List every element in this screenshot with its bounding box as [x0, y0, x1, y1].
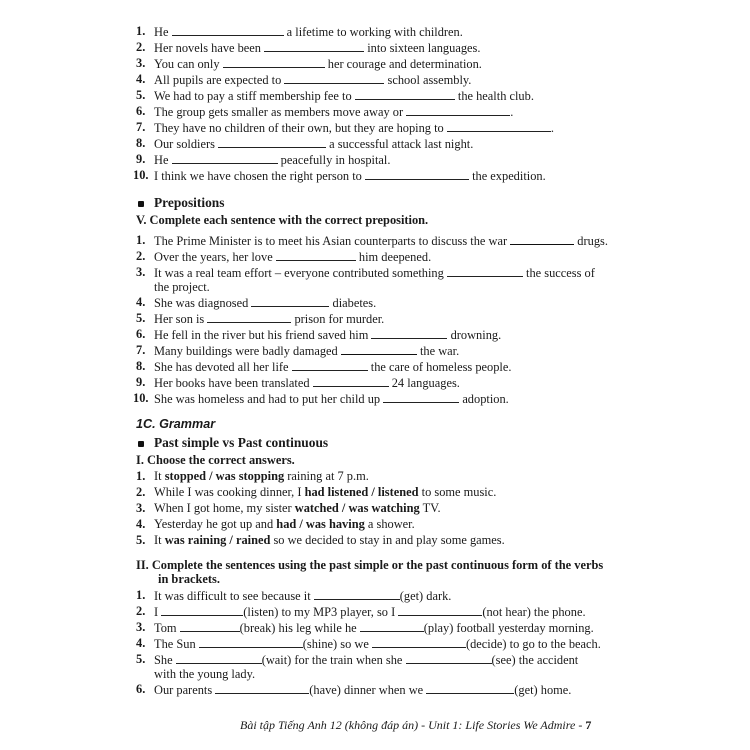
unit-title: 1C. Grammar — [136, 417, 216, 431]
answer-blank[interactable] — [426, 682, 514, 694]
bullet-icon — [138, 441, 144, 447]
section-heading-grammar: Past simple vs Past continuous — [138, 435, 328, 451]
answer-blank[interactable] — [447, 265, 523, 277]
item-text: . — [550, 121, 554, 135]
answer-blank[interactable] — [172, 24, 284, 36]
answer-options[interactable]: watched / was watching — [294, 501, 420, 515]
task-instruction-cont: in brackets. — [158, 572, 220, 586]
task-instruction: I. Choose the correct answers. — [136, 453, 295, 467]
item-text: All pupils are expected to — [154, 73, 282, 87]
task-instruction: V. Complete each sentence with the correct preposition. — [136, 213, 429, 227]
answer-blank[interactable] — [341, 343, 417, 355]
item-text: We had to pay a stiff membership fee to — [154, 89, 352, 103]
answer-options[interactable]: stopped / was stopping — [164, 469, 285, 483]
item-text: Her books have been translated — [154, 376, 310, 390]
footer-text: Bài tập Tiếng Anh 12 (không đáp án) - Unit 1: Life Stories We Admire - — [240, 718, 583, 732]
answer-blank[interactable] — [447, 120, 551, 132]
item-text: her courage and determination. — [327, 57, 482, 71]
item-text: The Prime Minister is to meet his Asian counterparts to discuss the war — [154, 234, 508, 248]
item-text: He — [154, 25, 169, 39]
answer-blank[interactable] — [276, 249, 356, 261]
item-text: I think we have chosen the right person to — [154, 169, 362, 183]
answer-blank[interactable] — [360, 620, 424, 632]
item-text: school assembly. — [387, 73, 472, 87]
answer-blank[interactable] — [172, 152, 278, 164]
worksheet-page: 1. He a lifetime to working with children. 2. Her novels have been into sixteen languages. 3. You can only her courage and determination. 4. All pupils are expected to school assembly. 5. We had to pay a stiff membership fee to the health club. 6. The group gets smaller as members move away or . 7. They have no children of their own, but they are hoping to . 8. Our soldiers a successful attack last night. 9. He peacefully in hospital. 10. I think we have chosen the right person to the expedition. Prepositions V. Complete each sentence with the correct preposition. 1. The Prime Minister is to meet his Asian counterparts to discuss the war drugs. 2. Over the years, her love him deepened. 3. It was a real team effort – everyone contributed something the success of the project. 4. She was diagnosed diabetes. 5. Her son is prison for murder. 6. He fell in the river but his friend saved him drowning. 7. Many buildings were badly damaged the war. 8. She has devoted all her life the care of homeless people. 9. Her books have been translated 24 languages. 10. She was homeless and had to put her child up adoption. 1C. Grammar Past simple vs Past continuous I. Choose the correct answers. 1. It stopped / was stopping raining at 7 p.m. 2. While I was cooking dinner, I had listened / listened to some music. 3. When I got home, my sister watched / was watching TV. 4. Yesterday he got up and had / was having a shower. 5. It was raining / rained so we decided to stay in and play some games. II. Complete the sentences using the past simple or the past continuous form of the verbs in brackets. 1. It was difficult to see because it (get) dark. 2. I (listen) to my MP3 player, so I (not hear) the phone. 3. Tom (break) his leg while he (play) football yesterday morning. 4. The Sun (shine) so we (decide) to go to the beach. 5. She (wait) for the train when she (see) the accident with the young lady. 6. Our parents (have) dinner when we (get) home. Bài tập Tiếng Anh 12 (không đáp án) - Unit 1: Life Stories We Admire - 7 — [133, 24, 608, 732]
answer-blank[interactable] — [365, 168, 469, 180]
item-text: the war. — [419, 344, 460, 358]
item-text: prison for murder. — [294, 312, 385, 326]
answer-blank[interactable] — [510, 233, 574, 245]
item-text: diabetes. — [332, 296, 377, 310]
answer-blank[interactable] — [215, 682, 309, 694]
answer-blank[interactable] — [180, 620, 240, 632]
answer-blank[interactable] — [355, 88, 455, 100]
item-text: the care of homeless people. — [370, 360, 512, 374]
page-number: 7 — [585, 718, 592, 732]
item-text: Our soldiers — [154, 137, 215, 151]
item-text: peacefully in hospital. — [280, 153, 391, 167]
item-text: She was diagnosed — [154, 296, 249, 310]
answer-blank[interactable] — [161, 604, 243, 616]
answer-blank[interactable] — [292, 359, 368, 371]
answer-blank[interactable] — [383, 391, 459, 403]
item-text: Many buildings were badly damaged — [154, 344, 338, 358]
item-text: the expedition. — [472, 169, 546, 183]
answer-blank[interactable] — [284, 72, 384, 84]
item-text: She was homeless and had to put her child up — [154, 392, 381, 406]
bullet-icon — [138, 201, 144, 207]
answer-blank[interactable] — [207, 311, 291, 323]
item-text: a successful attack last night. — [329, 137, 474, 151]
item-text: . — [510, 105, 514, 119]
section-heading-prepositions: Prepositions — [138, 195, 224, 211]
item-text: He — [154, 153, 169, 167]
answer-blank[interactable] — [406, 104, 510, 116]
answer-blank[interactable] — [223, 56, 325, 68]
item-text: the success of — [526, 266, 595, 280]
answer-blank[interactable] — [371, 327, 447, 339]
item-text: She has devoted all her life — [154, 360, 289, 374]
answer-blank[interactable] — [251, 295, 329, 307]
item-text: adoption. — [462, 392, 509, 406]
item-text: They have no children of their own, but they are hoping to — [154, 121, 444, 135]
page-footer — [240, 718, 602, 733]
item-text: The group gets smaller as members move away or — [154, 105, 404, 119]
item-text: Her novels have been — [154, 41, 261, 55]
item-text: He fell in the river but his friend saved him — [154, 328, 369, 342]
answer-blank[interactable] — [199, 636, 303, 648]
item-text: the health club. — [457, 89, 534, 103]
item-text: Over the years, her love — [154, 250, 273, 264]
item-text: You can only — [154, 57, 220, 71]
answer-blank[interactable] — [406, 652, 492, 664]
item-text: drugs. — [577, 234, 608, 248]
answer-blank[interactable] — [218, 136, 326, 148]
item-text: him deepened. — [358, 250, 432, 264]
item-text: 24 languages. — [391, 376, 460, 390]
answer-blank[interactable] — [372, 636, 466, 648]
answer-blank[interactable] — [314, 588, 400, 600]
item-text: Her son is — [154, 312, 205, 326]
answer-blank[interactable] — [398, 604, 482, 616]
item-text: It was a real team effort – everyone contributed something — [154, 266, 444, 280]
task-instruction: II. Complete the sentences using the past simple or the past continuous form of the verbs — [136, 558, 604, 572]
answer-options[interactable]: had / was having — [276, 517, 365, 531]
answer-options[interactable]: was raining / rained — [164, 533, 271, 547]
answer-options[interactable]: had listened / listened — [304, 485, 419, 499]
answer-blank[interactable] — [176, 652, 262, 664]
item-text: a lifetime to working with children. — [286, 25, 463, 39]
item-text: drowning. — [450, 328, 502, 342]
answer-blank[interactable] — [264, 40, 364, 52]
item-text: into sixteen languages. — [367, 41, 481, 55]
answer-blank[interactable] — [313, 375, 389, 387]
